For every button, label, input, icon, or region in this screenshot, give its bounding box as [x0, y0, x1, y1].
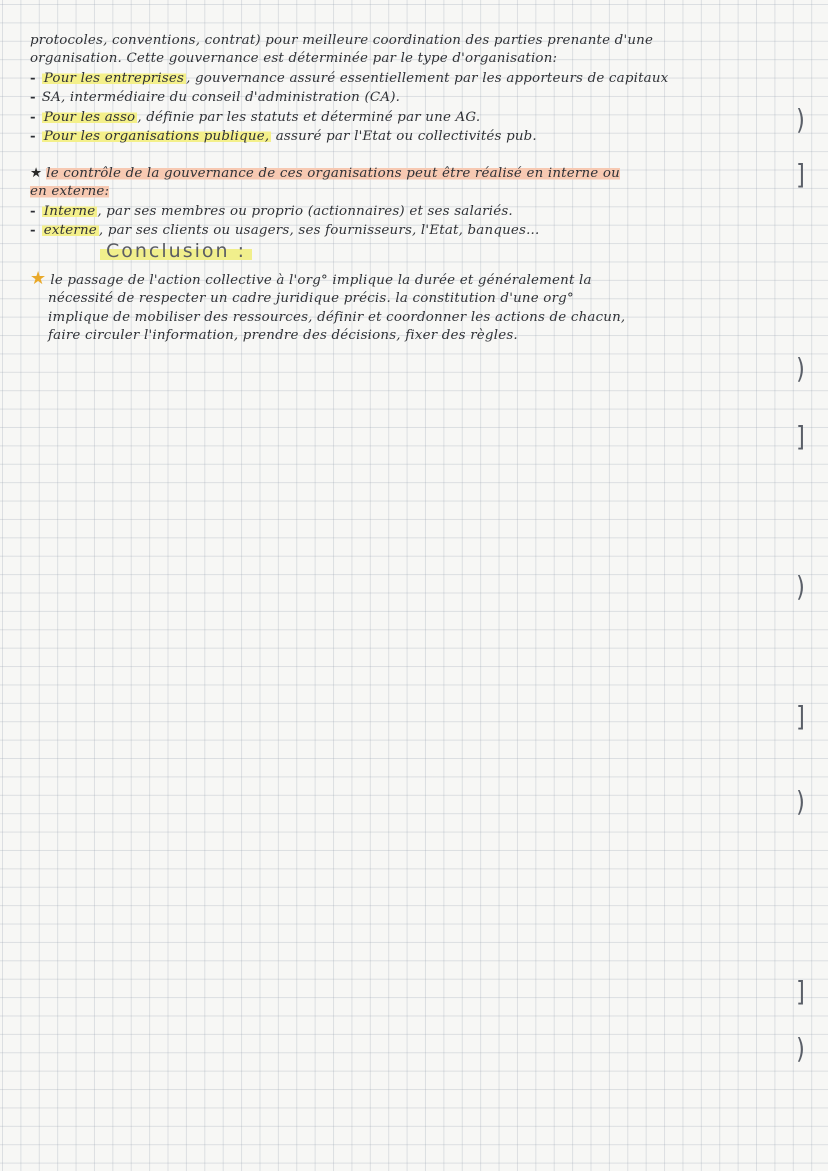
- bullet-item: [30, 127, 800, 146]
- conclusion-title: Conclusion :: [100, 240, 252, 262]
- highlighted-sentence: en externe:: [30, 184, 110, 200]
- bullet-item: [30, 221, 800, 240]
- conclusion-line: [30, 267, 800, 290]
- ring-mark-icon: ): [796, 352, 805, 385]
- dash-bullet-icon: -: [30, 108, 36, 125]
- highlighted-sentence: le contrôle de la gouvernance de ces organisations peut être réalisé en interne ou: [46, 165, 620, 181]
- dash-bullet-icon: -: [30, 222, 36, 239]
- star-icon: ★: [30, 267, 47, 289]
- bullet-item: [30, 108, 800, 127]
- ring-mark-icon: ): [796, 103, 805, 136]
- conclusion-text: le passage de l'action collective à l'org° implique la durée et généralement la: [50, 272, 592, 288]
- ring-mark-icon: ): [796, 1032, 805, 1065]
- text-line: organisation. Cette gouvernance est déterminée par le type d'organisation:: [30, 51, 558, 67]
- highlighted-term: Interne: [43, 203, 96, 219]
- highlighted-term: externe: [43, 223, 97, 239]
- bullet-text: , par ses clients ou usagers, ses fournisseurs, l'Etat, banques...: [98, 223, 540, 239]
- bullet-text: assuré par l'Etat ou collectivités pub.: [271, 129, 537, 145]
- conclusion-heading-wrap: [30, 242, 800, 263]
- bullet-text: SA, intermédiaire du conseil d'administration (CA).: [41, 90, 401, 106]
- ring-mark-icon: ]: [796, 158, 805, 191]
- bullet-text: , gouvernance assuré essentiellement par les apporteurs de capitaux: [186, 70, 669, 86]
- highlighted-term: Pour les asso: [43, 109, 136, 125]
- ring-mark-icon: ]: [796, 975, 805, 1008]
- notes-content: [30, 32, 800, 345]
- dash-bullet-icon: -: [30, 69, 36, 86]
- conclusion-line: implique de mobiliser des ressources, définir et coordonner les actions de chacun,: [48, 309, 626, 325]
- dash-bullet-icon: -: [30, 128, 36, 145]
- conclusion-line: faire circuler l'information, prendre des décisions, fixer des règles.: [48, 328, 518, 344]
- highlighted-term: Pour les organisations publique,: [43, 129, 270, 145]
- dash-bullet-icon: -: [30, 202, 36, 219]
- text-line: protocoles, conventions, contrat) pour meilleure coordination des parties prenante d'une: [30, 33, 654, 48]
- bullet-text: , définie par les statuts et déterminé par une AG.: [137, 109, 481, 125]
- star-icon: ★: [30, 165, 43, 181]
- conclusion-line: nécessité de respecter un cadre juridique précis. la constitution d'une org°: [48, 291, 574, 307]
- ring-mark-icon: ]: [796, 700, 805, 733]
- dash-bullet-icon: -: [30, 89, 36, 106]
- ring-mark-icon: ): [796, 785, 805, 818]
- bullet-item: [30, 69, 800, 88]
- bullet-item: [30, 202, 800, 221]
- control-heading-line: [30, 165, 800, 183]
- ring-mark-icon: ): [796, 570, 805, 603]
- ring-mark-icon: ]: [796, 420, 805, 453]
- highlighted-term: Pour les entreprises: [43, 70, 185, 86]
- bullet-item: [30, 88, 800, 107]
- control-heading-line: [30, 183, 800, 201]
- bullet-text: , par ses membres ou proprio (actionnaires) et ses salariés.: [97, 203, 513, 219]
